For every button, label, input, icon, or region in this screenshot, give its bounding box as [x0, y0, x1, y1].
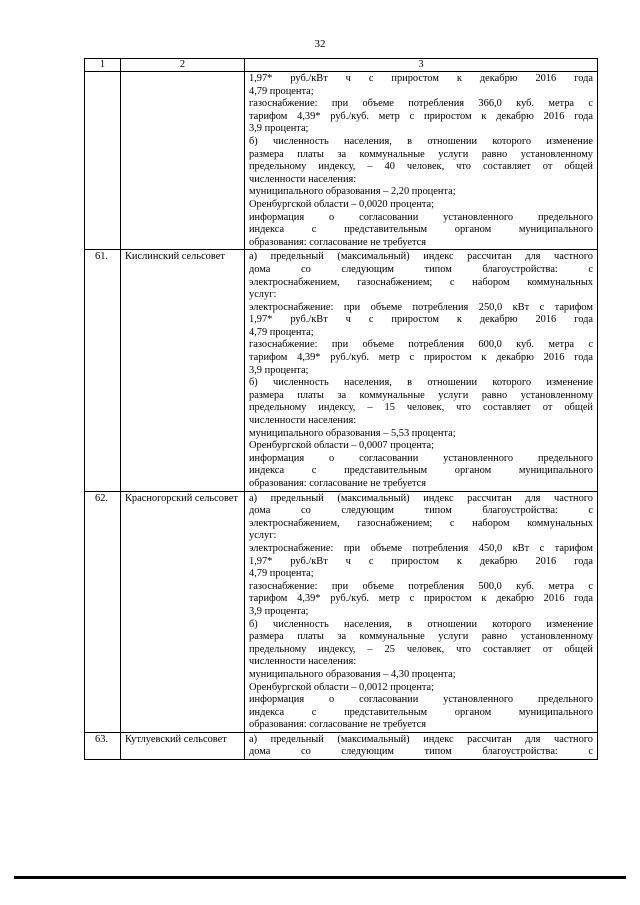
index-description: [245, 72, 598, 250]
description-line: а) предельный (максимальный) индекс рассчитан для частного: [249, 733, 593, 745]
description-line: муниципального образования – 2,20 процента;: [249, 186, 456, 198]
index-description: [245, 491, 598, 732]
description-line: индекса с представительным органом муниципального: [249, 706, 593, 718]
page-number: 32: [314, 38, 326, 50]
description-line: численности населения:: [249, 415, 357, 427]
description-line: электроснабжение: при объеме потребления 450,0 кВт с тарифом: [249, 542, 593, 554]
description-line: индекса с представительным органом муниципального: [249, 224, 593, 236]
description-line: дома со следующим типом благоустройства: с: [249, 746, 593, 758]
description-line: дома со следующим типом благоустройства: с: [249, 505, 593, 517]
description-line: 1,97* руб./кВт ч с приростом к декабрю 2016 года: [249, 73, 593, 84]
description-line: образования: согласование не требуется: [249, 236, 427, 248]
description-line: а) предельный (максимальный) индекс рассчитан для частного: [249, 492, 593, 504]
description-line: газоснабжение: при объеме потребления 600,0 куб. метра с: [249, 339, 593, 351]
description-line: электроснабжением, газоснабжением; с набором коммунальных: [249, 517, 593, 529]
table-row: [85, 491, 598, 732]
description-line: газоснабжение: при объеме потребления 500,0 куб. метра с: [249, 580, 593, 592]
row-number: [85, 72, 121, 250]
row-number: 61.: [85, 250, 121, 491]
description-line: размера платы за коммунальные услуги равно установленному: [249, 631, 593, 643]
description-line: тарифом 4,39* руб./куб. метр с приростом к декабрю 2016 года: [249, 110, 593, 122]
description-line: 1,97* руб./кВт ч с приростом к декабрю 2016 года: [249, 314, 593, 326]
table-header-row: [85, 59, 598, 72]
municipality-name: Красногорский сельсовет: [121, 491, 245, 732]
description-line: 3,9 процента;: [249, 605, 309, 617]
index-description: [245, 732, 598, 759]
description-line: размера платы за коммунальные услуги равно установленному: [249, 148, 593, 160]
description-line: электроснабжение: при объеме потребления 250,0 кВт с тарифом: [249, 301, 593, 313]
index-description: [245, 250, 598, 491]
table-row: [85, 72, 598, 250]
description-line: услуг:: [249, 530, 277, 542]
description-line: муниципального образования – 4,30 процента;: [249, 668, 456, 680]
description-line: предельному индексу, – 15 человек, что составляет от общей: [249, 402, 593, 414]
description-line: дома со следующим типом благоустройства: с: [249, 263, 593, 275]
description-line: 3,9 процента;: [249, 364, 309, 376]
description-line: 4,79 процента;: [249, 326, 314, 338]
description-line: образования: согласование не требуется: [249, 719, 427, 731]
description-line: информация о согласовании установленного предельного: [249, 694, 593, 706]
description-line: газоснабжение: при объеме потребления 366,0 куб. метра с: [249, 98, 593, 110]
description-line: 4,79 процента;: [249, 568, 314, 580]
description-line: образования: согласование не требуется: [249, 478, 427, 489]
table-row: [85, 250, 598, 491]
municipality-name: Кислинский сельсовет: [121, 250, 245, 491]
row-number: 62.: [85, 491, 121, 732]
description-line: 1,97* руб./кВт ч с приростом к декабрю 2016 года: [249, 555, 593, 567]
description-line: Оренбургской области – 0,0007 процента;: [249, 440, 435, 452]
description-line: тарифом 4,39* руб./куб. метр с приростом к декабрю 2016 года: [249, 352, 593, 364]
description-line: 4,79 процента;: [249, 85, 314, 97]
description-line: 3,9 процента;: [249, 123, 309, 135]
footer-rule: [14, 876, 626, 879]
description-line: б) численность населения, в отношении которого изменение: [249, 135, 593, 147]
header-col-3: 3: [245, 59, 598, 72]
description-line: информация о согласовании установленного предельного: [249, 452, 593, 464]
description-line: Оренбургской области – 0,0012 процента;: [249, 681, 435, 693]
description-line: предельному индексу, – 40 человек, что составляет от общей: [249, 161, 593, 173]
description-line: численности населения:: [249, 656, 357, 668]
description-line: б) численность населения, в отношении которого изменение: [249, 377, 593, 389]
description-line: б) численность населения, в отношении которого изменение: [249, 618, 593, 630]
description-line: услуг:: [249, 289, 277, 301]
row-number: 63.: [85, 732, 121, 759]
table-row: [85, 732, 598, 759]
municipal-index-table: [84, 58, 598, 760]
description-line: тарифом 4,39* руб./куб. метр с приростом к декабрю 2016 года: [249, 593, 593, 605]
description-line: размера платы за коммунальные услуги равно установленному: [249, 389, 593, 401]
description-line: численности населения:: [249, 173, 357, 185]
description-line: муниципального образования – 5,53 процента;: [249, 427, 456, 439]
description-line: индекса с представительным органом муниципального: [249, 465, 593, 477]
header-col-2: 2: [121, 59, 245, 72]
description-line: предельному индексу, – 25 человек, что составляет от общей: [249, 643, 593, 655]
municipality-name: [121, 72, 245, 250]
description-line: а) предельный (максимальный) индекс рассчитан для частного: [249, 251, 593, 263]
header-col-1: 1: [85, 59, 121, 72]
municipality-name: Кутлуевский сельсовет: [121, 732, 245, 759]
description-line: Оренбургской области – 0,0020 процента;: [249, 198, 435, 210]
description-line: электроснабжением, газоснабжением; с набором коммунальных: [249, 276, 593, 288]
description-line: информация о согласовании установленного предельного: [249, 211, 593, 223]
